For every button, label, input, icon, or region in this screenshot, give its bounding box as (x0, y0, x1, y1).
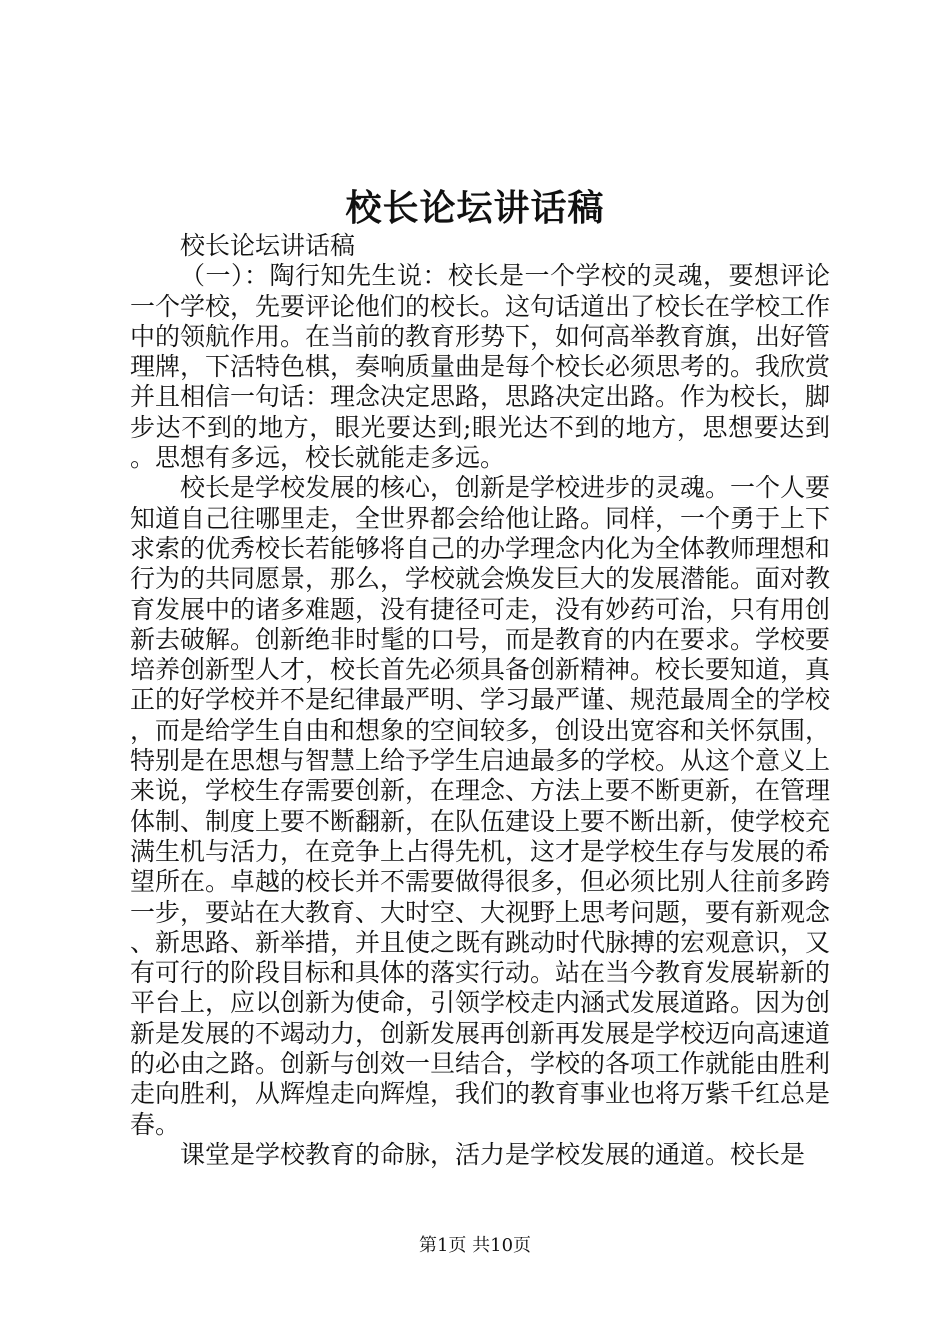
page-number-footer: 第1页 共10页 (418, 1235, 532, 1256)
paragraph: （一）：陶行知先生说：校长是一个学校的灵魂，要想评论一个学校，先要评论他们的校长。这句话道出了校长在学校工作中的领航作用。在当前的教育形势下，如何高举教育旗，出好管理牌，下活特色棋，奏响质量曲是每个校长必须思考的。我欣赏并且相信一句话：理念决定思路，思路决定出路。作为校长，脚步达不到的地方，眼光要达到;眼光达不到的地方，思想要达到。思想有多远，校长就能走多远。 (130, 261, 831, 473)
paragraph: 校长是学校发展的核心，创新是学校进步的灵魂。一个人要知道自己往哪里走，全世界都会给他让路。同样，一个勇于上下求索的优秀校长若能够将自己的办学理念内化为全体教师理想和行为的共同愿景，那么，学校就会焕发巨大的发展潜能。面对教育发展中的诸多难题，没有捷径可走，没有妙药可治，只有用创新去破解。创新绝非时髦的口号，而是教育的内在要求。学校要培养创新型人才，校长首先必须具备创新精神。校长要知道，真正的好学校并不是纪律最严明、学习最严谨、规范最周全的学校，而是给学生自由和想象的空间较多，创设出宽容和关怀氛围，特别是在思想与智慧上给予学生启迪最多的学校。从这个意义上来说，学校生存需要创新，在理念、方法上要不断更新，在管理体制、制度上要不断翻新，在队伍建设上要不断出新，使学校充满生机与活力，在竞争上占得先机，这才是学校生存与发展的希望所在。卓越的校长并不需要做得很多，但必须比别人往前多跨一步，要站在大教育、大时空、大视野上思考问题，要有新观念、新思路、新举措，并且使之既有跳动时代脉搏的宏观意识，又有可行的阶段目标和具体的落实行动。站在当今教育发展崭新的平台上，应以创新为使命，引领学校走内涵式发展道路。因为创新是发展的不竭动力，创新发展再创新再发展是学校迈向高速道的必由之路。创新与创效一旦结合，学校的各项工作就能由胜利走向胜利，从辉煌走向辉煌，我们的教育事业也将万紫千红总是春。 (130, 473, 831, 1139)
paragraph-subtitle: 校长论坛讲话稿 (180, 231, 356, 260)
document-body (130, 231, 830, 1170)
paragraph: 课堂是学校教育的命脉，活力是学校发展的通道。校长是 (180, 1139, 806, 1169)
document-title: 校长论坛讲话稿 (345, 187, 605, 229)
